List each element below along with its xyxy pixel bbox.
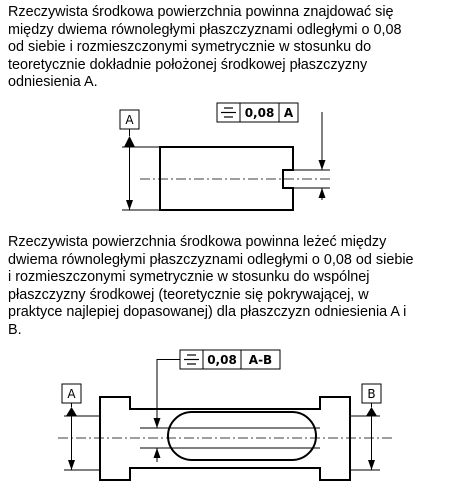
symmetry-icon — [184, 355, 199, 364]
datum-a-triangle — [124, 136, 135, 147]
paragraph-2-line: dwiema równoległymi płaszczyznami odległymi o 0,08 od siebie — [8, 251, 414, 268]
paragraph-2-line: B. — [8, 321, 22, 338]
part-outline-slotted — [160, 147, 293, 210]
paragraph-1-line: od siebie i rozmieszczonymi symetrycznie w stosunku do — [8, 39, 372, 56]
symmetry-icon — [221, 108, 236, 117]
datum-a-label: A — [125, 113, 134, 127]
part-outline-stepped — [100, 397, 350, 480]
paragraph-1-line: Rzeczywista środkowa powierzchnia powinna znajdować się — [8, 4, 394, 20]
paragraph-2-line: płaszczyzny środkowej (teoretycznie się pokrywającej, w — [8, 286, 369, 303]
datum-reference: A — [283, 106, 294, 120]
paragraph-2-line: praktyce najlepiej dopasowanej) dla płaszczyzn odniesienia A i — [8, 304, 407, 321]
zone-arrow-bottom — [154, 448, 161, 458]
paragraph-1-line: teoretycznie dokładnie położonej środkowej płaszczyzny — [8, 56, 368, 73]
leader-arrow — [154, 418, 161, 428]
datum-reference: A-B — [248, 353, 273, 367]
paragraph-2-line: i rozmieszczonymi symetrycznie w stosunku do wspólnej — [8, 269, 370, 286]
datum-a-triangle — [66, 407, 77, 416]
zone-arrow-bottom — [319, 188, 326, 198]
tolerance-value: 0,08 — [244, 106, 275, 120]
diagram-1 — [120, 103, 330, 210]
datum-b-triangle — [366, 407, 377, 416]
paragraph-1-line: między dwiema równoległymi płaszczyznami odległymi o 0,08 — [8, 21, 402, 38]
tolerance-value: 0,08 — [207, 353, 237, 367]
leader-arrow — [319, 160, 326, 170]
feature-control-frame-2 — [180, 350, 280, 369]
datum-a-label: A — [67, 387, 76, 401]
dimension-arrow-left — [68, 460, 75, 470]
diagram-2 — [58, 350, 395, 480]
paragraph-2-line: Rzeczywista powierzchnia środkowa powinna leżeć między — [8, 234, 387, 250]
datum-b-label: B — [367, 387, 376, 401]
part-slot-obround — [168, 412, 316, 460]
dimension-arrow-bottom — [126, 200, 133, 210]
paragraph-1-line: odniesienia A. — [8, 74, 98, 91]
feature-control-frame-1 — [217, 103, 298, 122]
dimension-arrow-right — [368, 460, 375, 470]
